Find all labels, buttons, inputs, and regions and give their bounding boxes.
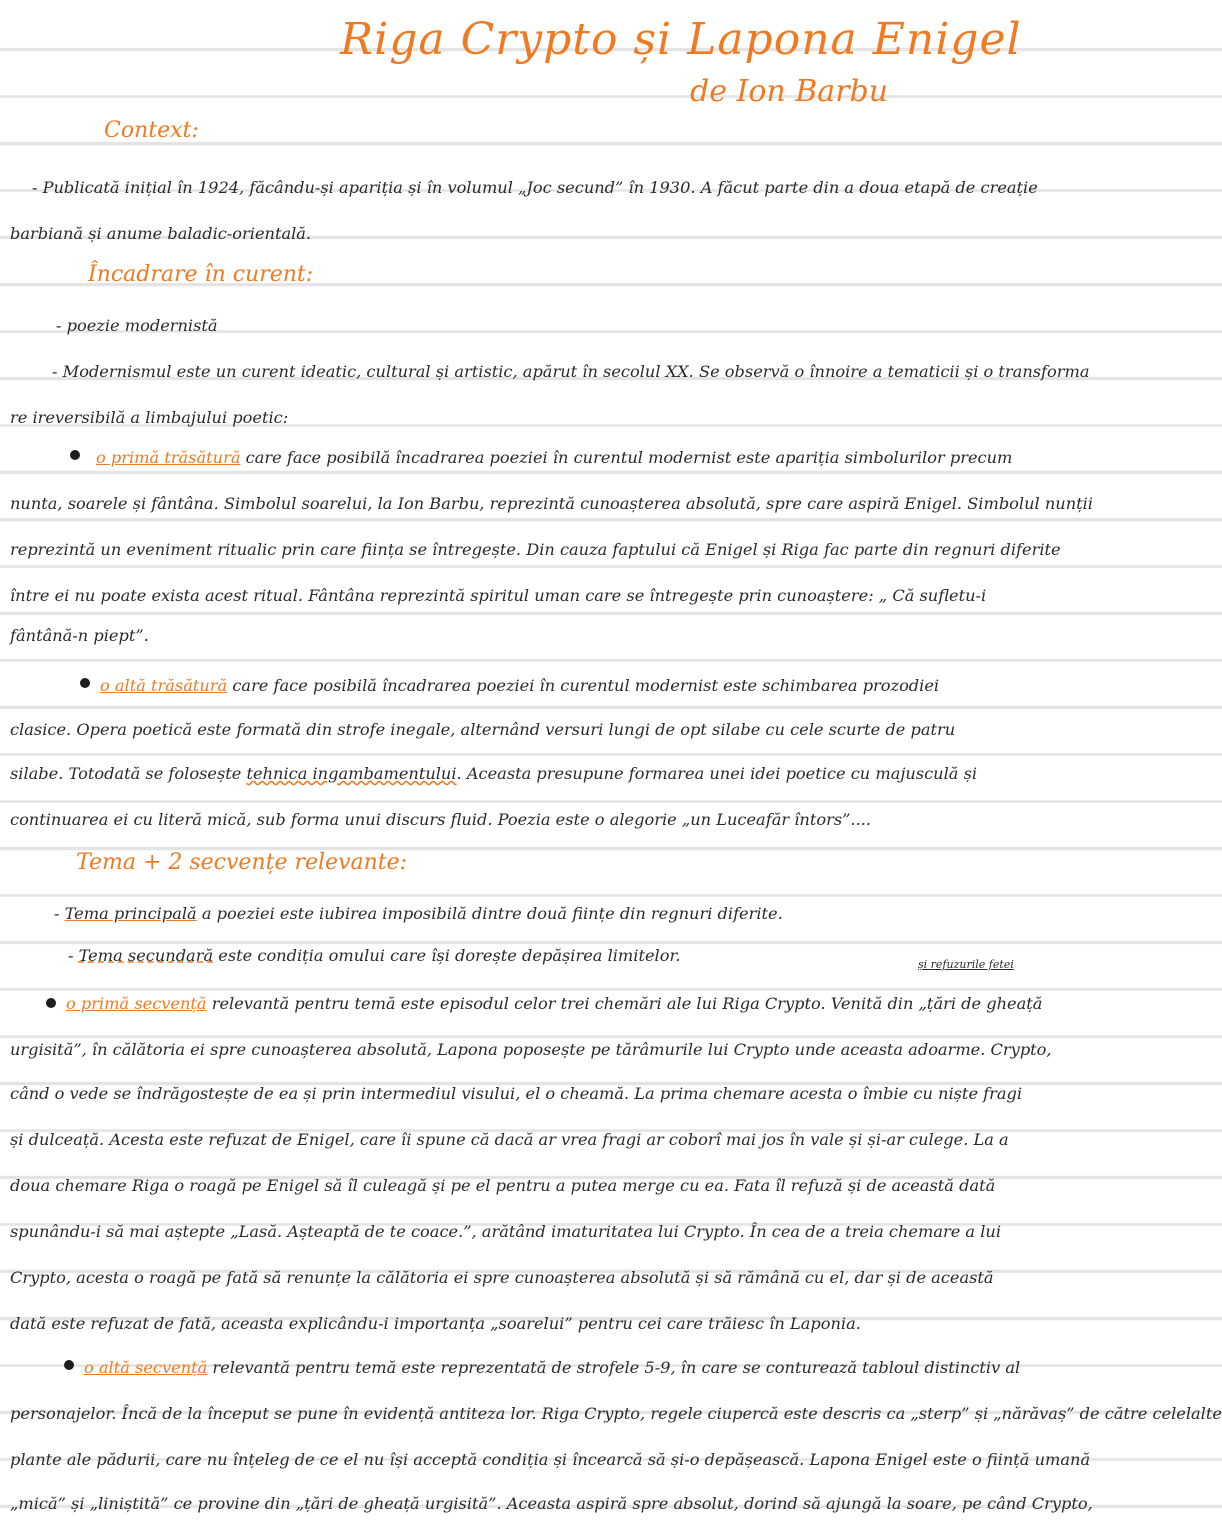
trait2-line: clasice. Opera poetică este formată din strofe inegale, alternând versuri lungi de opt silabe cu cele scurte de patru [10, 720, 956, 739]
seq2-line: personajelor. Încă de la început se pune în evidență antiteza lor. Riga Crypto, regele ciupercă este descris ca „sterp” și „nărăvaș” de către celelalte [10, 1404, 1222, 1423]
trait1-line: între ei nu poate exista acest ritual. Fântâna reprezintă spiritul uman care se întregește prin cunoaștere: „ Că sufletu-i [10, 586, 987, 605]
bullet-dot [70, 450, 80, 460]
current-line: re ireversibilă a limbajului poetic: [10, 408, 289, 427]
seq1-line: dată este refuzat de fată, aceasta explicându-i importanța „soarelui” pentru cei care trăiesc în Laponia. [10, 1314, 861, 1333]
theme-secondary-line: - Tema secundară este condiția omului care își dorește depășirea limitelor. [68, 946, 681, 965]
margin-note: și refuzurile fetei [918, 958, 1014, 971]
trait2-line: continuarea ei cu literă mică, sub forma unui discurs fluid. Poezia este o alegorie „un Luceafăr întors”.... [10, 810, 871, 829]
heading-current: Încadrare în curent: [88, 262, 314, 287]
context-line: - Publicată inițial în 1924, făcându-și apariția și în volumul „Joc secund” în 1930. A făcut parte din a doua etapă de creație [32, 178, 1038, 197]
seq1-line: când o vede se îndrăgostește de ea și prin intermediul visului, el o cheamă. La prima chemare acesta o îmbie cu niște fragi [10, 1084, 1023, 1103]
author-line: de Ion Barbu [690, 74, 889, 109]
seq1-line: doua chemare Riga o roagă pe Enigel să îl culeagă și pe el pentru a putea merge cu ea. Fata îl refuză și de această dată [10, 1176, 996, 1195]
trait2-text: silabe. Totodată se folosește [10, 764, 247, 783]
theme-secondary-label: Tema secundară [78, 946, 214, 965]
trait2-text: . Aceasta presupune formarea unei idei poetice cu majusculă și [456, 764, 978, 783]
heading-theme: Tema + 2 secvențe relevante: [76, 850, 408, 875]
seq2-label: o altă secvență [84, 1358, 208, 1377]
seq2-line [84, 1358, 1072, 1378]
current-line: - Modernismul este un curent ideatic, cultural și artistic, apărut în secolul XX. Se observă o înnoire a tematicii și o transforma [52, 362, 1090, 381]
theme-main-line: - Tema principală a poeziei este iubirea imposibilă dintre două ființe din regnuri diferite. [54, 904, 783, 923]
seq2-text: relevantă pentru temă este reprezentată de strofele 5-9, în care se conturează tabloul distinctiv al [207, 1358, 1021, 1377]
trait2-text: care face posibilă încadrarea poeziei în curentul modernist este schimbarea prozodiei [227, 676, 940, 695]
trait2-label: o altă trăsătură [100, 676, 228, 695]
seq1-line: Crypto, acesta o roagă pe fată să renunțe la călătoria ei spre cunoașterea absolută și să rămână cu el, dar și de această [10, 1268, 994, 1287]
seq1-line [66, 994, 1072, 1014]
trait1-line: reprezintă un eveniment ritualic prin care ființa se întregește. Din cauza faptului că Enigel și Riga fac parte din regnuri diferite [10, 540, 1061, 559]
trait1-line: nunta, soarele și fântâna. Simbolul soarelui, la Ion Barbu, reprezintă cunoașterea absolută, spre care aspiră Enigel. Simbolul nunții [10, 494, 1093, 513]
bullet-dot [46, 998, 56, 1008]
heading-context: Context: [104, 118, 199, 143]
trait1-text: care face posibilă încadrarea poeziei în curentul modernist este apariția simbolurilor precum [240, 448, 1013, 467]
seq1-line: urgisită”, în călătoria ei spre cunoașterea absolută, Lapona poposește pe tărâmurile lui Crypto unde aceasta adoarme. Crypto, [10, 1040, 1052, 1059]
theme-main-text: a poeziei este iubirea imposibilă dintre două ființe din regnuri diferite. [196, 904, 783, 923]
trait2-line [100, 676, 1072, 696]
page-title: Riga Crypto și Lapona Enigel [340, 14, 1022, 65]
bullet-dot [80, 678, 90, 688]
seq1-text: relevantă pentru temă este episodul celor trei chemări ale lui Riga Crypto. Venită din „țări de gheață [206, 994, 1043, 1013]
seq1-line: și dulceață. Acesta este refuzat de Enigel, care îi spune că dacă ar vrea fragi ar coborî mai jos în vale și și-ar culege. La a [10, 1130, 1009, 1149]
trait1-line [96, 448, 1072, 468]
trait1-label: o primă trăsătură [96, 448, 241, 467]
trait2-line [10, 764, 1072, 784]
technique-term: tehnica ingambamentului [246, 764, 457, 783]
current-line: - poezie modernistă [56, 316, 218, 335]
theme-secondary-text: este condiția omului care își dorește depășirea limitelor. [213, 946, 681, 965]
seq1-line: spunându-i să mai aștepte „Lasă. Așteaptă de te coace.”, arătând imaturitatea lui Crypto. În cea de a treia chemare a lui [10, 1222, 1002, 1241]
theme-main-label: Tema principală [64, 904, 197, 923]
seq2-line: plante ale pădurii, care nu înțeleg de ce el nu își acceptă condiția și încearcă să și-o depășească. Lapona Enigel este o ființă umană [10, 1450, 1091, 1469]
seq2-line: „mică” și „liniștită” ce provine din „țări de gheață urgisită”. Aceasta aspiră spre absolut, dorind să ajungă la soare, pe când Crypto, [10, 1494, 1093, 1513]
seq1-label: o primă secvență [66, 994, 207, 1013]
trait1-line: fântână-n piept”. [10, 626, 149, 645]
bullet-dot [64, 1360, 74, 1370]
context-line: barbiană și anume baladic-orientală. [10, 224, 312, 243]
